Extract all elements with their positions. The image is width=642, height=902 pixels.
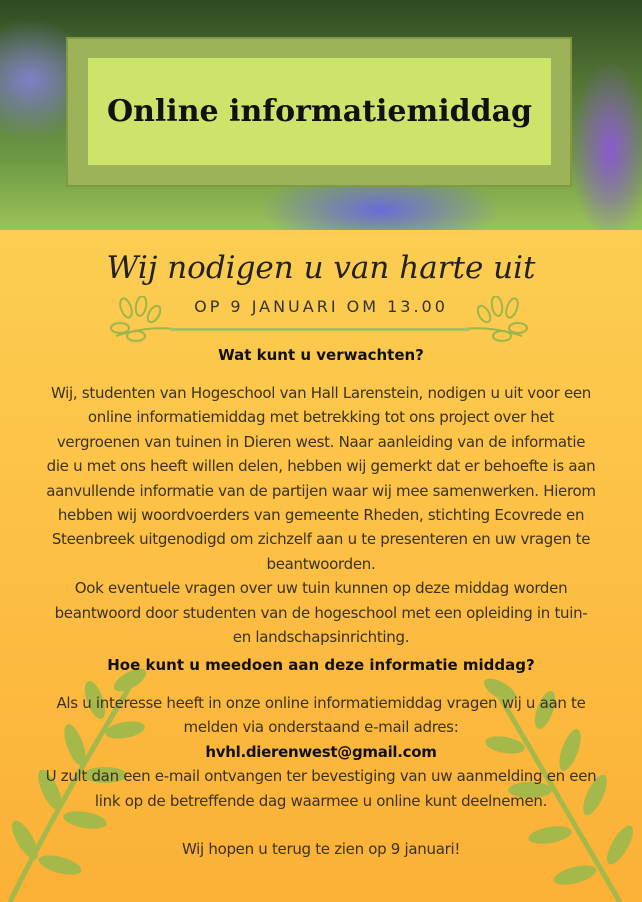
section-body-expectations <box>0 381 642 649</box>
text-line: Steenbreek uitgenodigd om zichzelf aan u te presenteren en uw vragen te <box>51 530 591 549</box>
text-line: Wij, studenten van Hogeschool van Hall Larenstein, nodigen u uit voor een <box>50 384 592 402</box>
garden-photo <box>0 0 642 230</box>
title-frame <box>66 37 572 187</box>
text-line: vergroenen van tuinen in Dieren west. Naar aanleiding van de informatie <box>56 432 586 451</box>
section-heading-participation: Hoe kunt u meedoen aan deze informatie middag? <box>107 656 535 674</box>
closing-line: Wij hopen u terug te zien op 9 januari! <box>181 840 461 859</box>
text-line: hebben wij woordvoerders van gemeente Rheden, stichting Ecovrede en <box>57 506 585 525</box>
text-line: beantwoord door studenten van de hogeschool met een opleiding in tuin- <box>54 603 588 622</box>
text-line: en landschapsinrichting. <box>232 628 410 647</box>
text-line: Als u interesse heeft in onze online informatiemiddag vragen wij u aan te <box>56 694 586 712</box>
text-line: aanvullende informatie van de partijen waar wij mee samenwerken. Hierom <box>46 481 596 500</box>
text-line: Ook eventuele vragen over uw tuin kunnen op deze middag worden <box>74 579 568 598</box>
text-line: beantwoorden. <box>266 554 376 573</box>
invite-heading: Wij nodigen u van harte uit <box>106 250 536 286</box>
title-box <box>88 58 551 165</box>
section-body-participation <box>0 691 642 861</box>
text-line: die u met ons heeft willen delen, hebben wij gemerkt dat er behoefte is aan <box>46 457 596 476</box>
divider-line <box>170 328 470 331</box>
text-line: melden via onderstaand e-mail adres: <box>183 718 459 737</box>
text-line: online informatiemiddag met betrekking tot ons project over het <box>87 408 555 427</box>
email-link[interactable]: hvhl.dierenwest@gmail.com <box>205 742 437 761</box>
text-line: U zult dan een e-mail ontvangen ter bevestiging van uw aanmelding en een <box>45 767 597 786</box>
section-heading-expectations: Wat kunt u verwachten? <box>218 346 424 364</box>
text-line: link op de betreffende dag waarmee u online kunt deelnemen. <box>94 791 548 810</box>
page-title: Online informatiemiddag <box>106 94 533 129</box>
date-line: OP 9 JANUARI OM 13.00 <box>194 297 448 316</box>
